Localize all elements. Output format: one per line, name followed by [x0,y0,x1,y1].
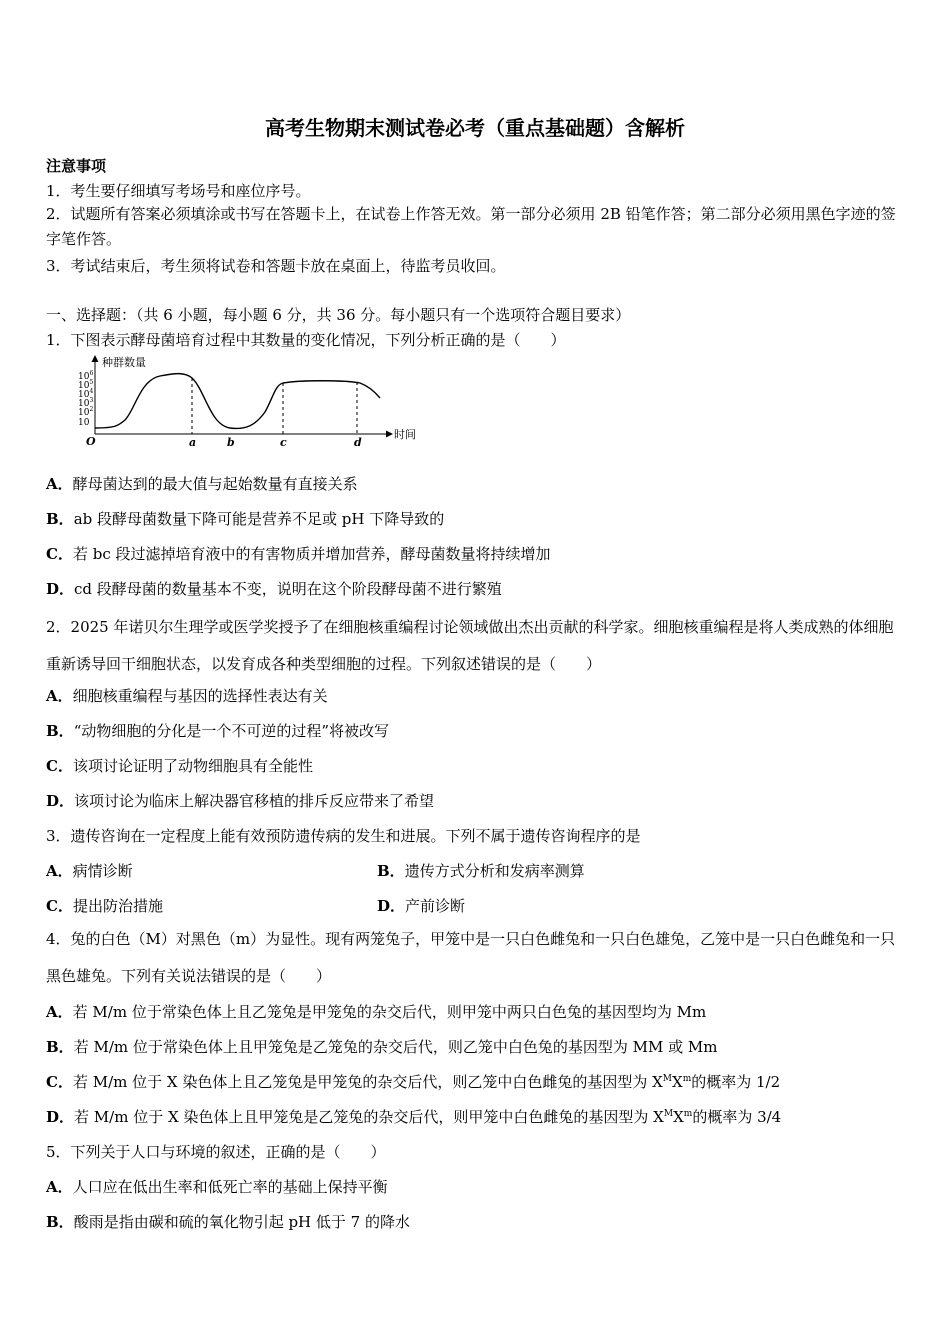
question-stem: 4．兔的白色（M）对黑色（m）为显性。现有两笼兔子，甲笼中是一只白色雌兔和一只白色雄兔，乙笼中是一只白色雌兔和一只黑色雄兔。下列有关说法错误的是（ ） [46,930,896,985]
option-row [46,860,133,881]
option-row [46,1036,717,1057]
option-text: ab 段酵母菌数量下降可能是营养不足或 pH 下降导致的 [73,510,445,528]
x-marker-label: d [354,436,362,449]
option-text: 该项讨论为临床上解决器官移植的排斥反应带来了希望 [74,792,435,810]
option-text: cd 段酵母菌的数量基本不变，说明在这个阶段酵母菌不进行繁殖 [74,580,502,598]
question-stem: 2．2025 年诺贝尔生理学或医学奖授予了在细胞核重编程讨论领域做出杰出贡献的科学家。细胞核重编程是将人类成熟的体细胞重新诱导回干细胞状态，以发育成各种类型细胞的过程。下列叙述错误的是（ ） [46,618,894,673]
question-stem: 1．下图表示酵母菌培育过程中其数量的变化情况，下列分析正确的是（ ） [46,331,566,349]
notice-item: 1．考生要仔细填写考场号和座位序号。 [46,182,311,200]
option-text: 酸雨是指由碳和硫的氧化物引起 pH 低于 7 的降水 [73,1213,410,1231]
option-row [46,473,358,494]
option-letter: B． [46,1213,74,1231]
option-row [46,1211,410,1232]
option-letter: A． [46,687,73,705]
option-letter: D． [46,1108,75,1126]
y-tick-label: 10 [78,418,90,428]
section-heading: 一、选择题：（共 6 小题，每小题 6 分，共 36 分。每小题只有一个选项符合题目要求） [46,306,631,324]
option-letter: B． [377,862,405,880]
option-row [377,895,465,916]
option-row [46,685,328,706]
y-tick-label: $10^5$ [78,379,94,391]
option-letter: C． [46,897,73,915]
option-letter: A． [46,862,73,880]
option-text: 产前诊断 [405,897,466,915]
option-row [46,1176,388,1197]
option-row [46,895,163,916]
option-text: 若 M/m 位于常染色体上且乙笼兔是甲笼兔的杂交后代，则甲笼中两只白色兔的基因型均为 Mm [72,1003,707,1021]
y-tick-label: $10^4$ [78,388,94,400]
option-row [46,720,389,741]
option-text: 该项讨论证明了动物细胞具有全能性 [72,757,313,775]
option-letter: C． [46,545,73,563]
option-text: 若 M/m 位于 X 染色体上且乙笼兔是甲笼兔的杂交后代，则乙笼中白色雌兔的基因型为 $X^MX^m$的概率为 1/2 [72,1073,781,1091]
option-text: 若 M/m 位于 X 染色体上且甲笼兔是乙笼兔的杂交后代，则甲笼中白色雌兔的基因型为 $X^MX^m$的概率为 3/4 [74,1108,782,1126]
option-text: 若 bc 段过滤掉培育液中的有害物质并增加营养，酵母菌数量将持续增加 [72,545,551,563]
option-row [46,578,502,599]
population-chart [70,350,430,450]
option-row [46,1071,780,1092]
option-letter: A． [46,1178,73,1196]
option-text: “动物细胞的分化是一个不可逆的过程”将被改写 [73,722,390,740]
option-text: 遗传方式分析和发病率测算 [404,862,585,880]
option-letter: D． [46,792,75,810]
option-row [377,860,585,881]
y-tick-labels [78,370,93,428]
question-stem: 3．遗传咨询在一定程度上能有效预防遗传病的发生和进展。下列不属于遗传咨询程序的是 [46,827,641,845]
x-marker-label: a [189,436,197,449]
option-letter: B． [46,510,74,528]
option-row [46,543,551,564]
option-letter: A． [46,475,73,493]
option-text: 酵母菌达到的最大值与起始数量有直接关系 [72,475,358,493]
option-row [46,1001,706,1022]
origin-label: O [86,435,96,448]
page-title: 高考生物期末测试卷必考（重点基础题）含解析 [265,116,685,140]
y-tick-label: $10^2$ [78,406,94,418]
question-stem: 5．下列关于人口与环境的叙述，正确的是（ ） [46,1143,386,1161]
option-row [46,755,313,776]
option-letter: D． [377,897,406,915]
population-curve [95,374,380,429]
option-letter: B． [46,1038,74,1056]
option-text: 人口应在低出生率和低死亡率的基础上保持平衡 [72,1178,388,1196]
option-row [46,1106,781,1127]
notice-item: 2．试题所有答案必须填涂或书写在答题卡上，在试卷上作答无效。第一部分必须用 2B 铅笔作答；第二部分必须用黑色字迹的签字笔作答。 [46,205,896,248]
notice-heading: 注意事项 [46,157,107,175]
option-text: 若 M/m 位于常染色体上且甲笼兔是乙笼兔的杂交后代，则乙笼中白色兔的基因型为 MM 或 Mm [73,1038,718,1056]
option-text: 细胞核重编程与基因的选择性表达有关 [72,687,328,705]
notice-item: 3．考试结束后，考生须将试卷和答题卡放在桌面上，待监考员收回。 [46,257,506,275]
option-letter: C． [46,1073,73,1091]
option-letter: C． [46,757,73,775]
y-axis-label: 种群数量 [102,356,146,369]
option-letter: A． [46,1003,73,1021]
x-axis-label: 时间 [394,428,416,441]
option-text: 提出防治措施 [72,897,163,915]
option-row [46,790,434,811]
option-text: 病情诊断 [72,862,133,880]
y-tick-label: $10^3$ [78,397,94,409]
x-marker-label: b [227,436,235,449]
option-letter: D． [46,580,75,598]
option-row [46,508,444,529]
x-marker-label: c [280,436,287,449]
y-tick-label: $10^6$ [78,370,94,382]
option-letter: B． [46,722,74,740]
